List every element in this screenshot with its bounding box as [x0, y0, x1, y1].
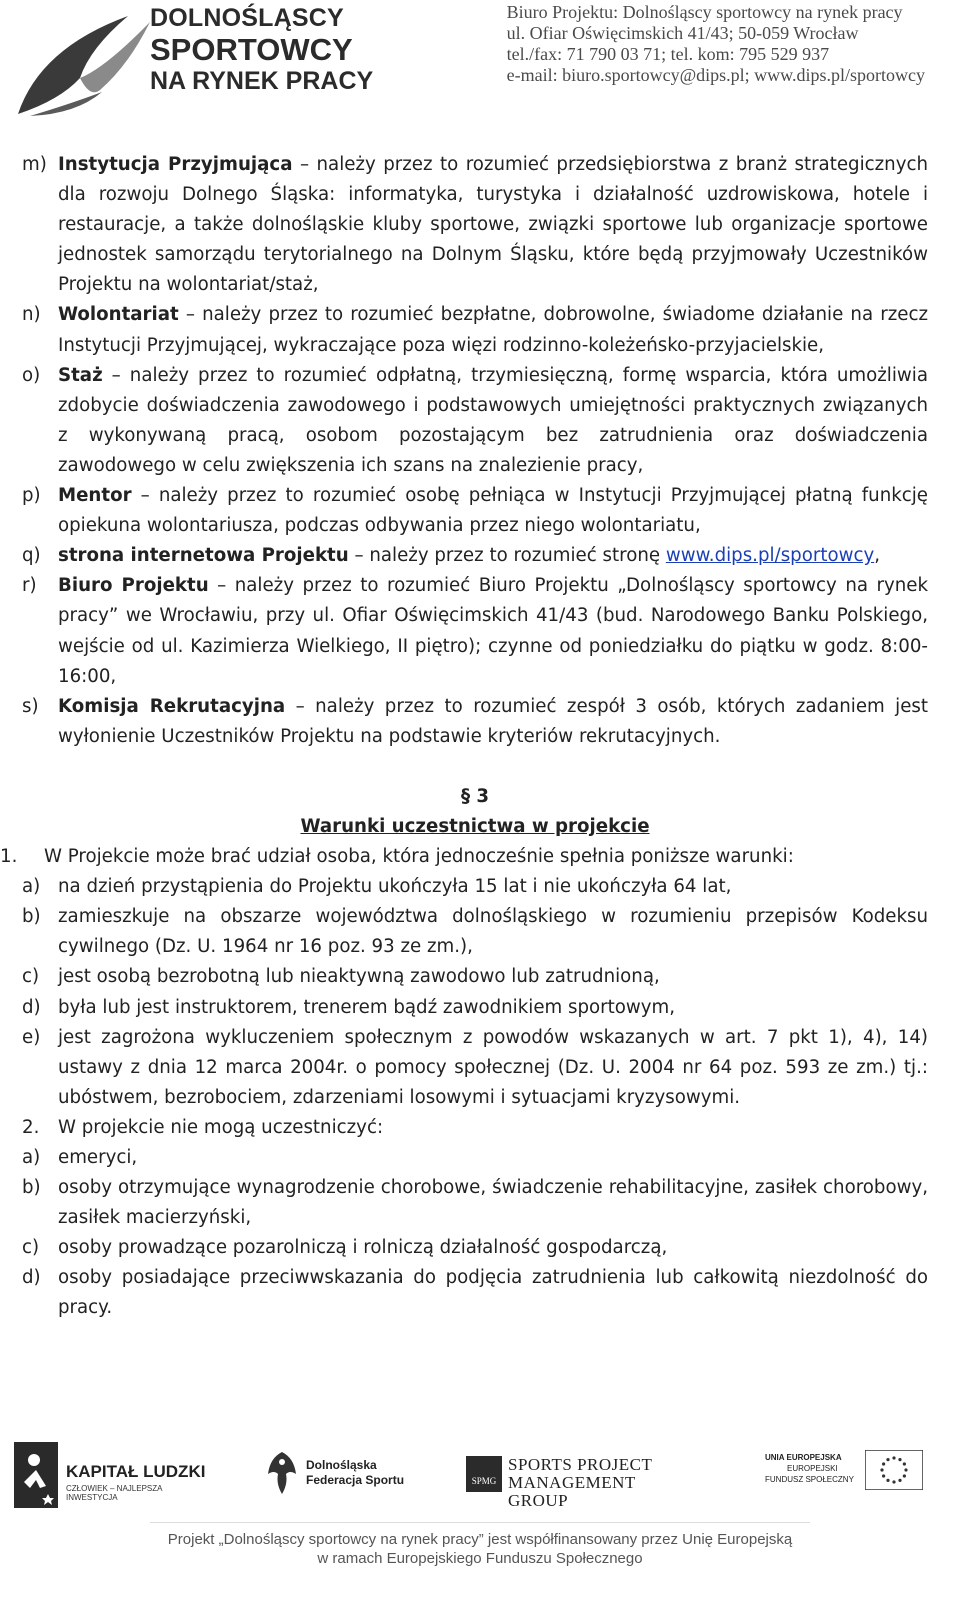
- kapital-ludzki-subtitle: CZŁOWIEK – NAJLEPSZA INWESTYCJA: [66, 1484, 163, 1502]
- item-marker: d): [22, 1267, 41, 1289]
- sub-item: [22, 993, 928, 1023]
- eu-star: [903, 1474, 906, 1477]
- item-text: [58, 692, 928, 752]
- item-marker: 2.: [22, 1116, 40, 1138]
- eu-line: UNIA EUROPEJSKA: [765, 1453, 842, 1462]
- item-marker: o): [22, 364, 41, 386]
- website-link[interactable]: www.dips.pl/sportowcy: [665, 545, 875, 567]
- numbered-item: [0, 842, 928, 872]
- eu-star: [898, 1458, 901, 1461]
- definition-item: [22, 150, 928, 300]
- definitions-list: [22, 150, 928, 752]
- item-marker: b): [22, 906, 41, 928]
- item-text: jest zagrożona wykluczeniem społecznym z powodów wskazanych w art. 7 pkt 1), 4), 14) ustawy z dnia 12 marca 2004r. o pomocy społecznej (Dz. U. 2004 nr 64 poz. 593 ze zm.) tj.: ubóstwem, bezrobociem, zdarzeniami losowymi i sytuacjami kryzysowymi.: [58, 1026, 928, 1108]
- item-text: zamieszkuje na obszarze województwa dolnośląskiego w rozumieniu przepisów Kodeksu cywilnego (Dz. U. 1964 nr 16 poz. 93 ze zm.),: [58, 906, 928, 958]
- logo-line: DOLNOŚLĄSCY: [150, 4, 344, 32]
- item-marker: n): [22, 304, 41, 326]
- definition-end: ,: [874, 545, 881, 567]
- numbered-item: [22, 1113, 928, 1143]
- federacja-eagle-icon: [262, 1448, 302, 1498]
- definition: – należy przez to rozumieć zespół 3 osób, których zadaniem jest wyłonienie Uczestników Projektu na podstawie kryteriów rekrutacyjnych.: [58, 695, 929, 747]
- item-marker: 1.: [0, 846, 18, 868]
- footer-logos: [0, 1438, 960, 1518]
- definition: – należy przez to rozumieć przedsiębiorstwa z branż strategicznych dla rozwoju Dolnego Śląska: informatyka, turystyka i działalność uzdrowiskowa, hotele i restauracje, a także dolnośląskie kluby sportowe, związki sportowe lub organizacje sportowe jednostek samorządu terytorialnego na Dolnym Śląsku, które będą przyjmowały Uczestników Projektu na wolontariat/staż,: [58, 154, 928, 296]
- footer-cofinancing-note: [0, 1530, 960, 1568]
- item-marker: c): [22, 966, 40, 988]
- item-marker: r): [22, 575, 37, 597]
- kapital-ludzki-logo: [14, 1442, 214, 1512]
- spmg-line: SPORTS PROJECT: [508, 1455, 653, 1474]
- item-text: osoby otrzymujące wynagrodzenie chorobowe, świadczenie rehabilitacyjne, zasiłek chorobowy, zasiłek macierzyński,: [58, 1177, 928, 1229]
- item-text: W Projekcie może brać udział osoba, która jednocześnie spełnia poniższe warunki:: [44, 846, 794, 868]
- spmg-line: MANAGEMENT GROUP: [508, 1473, 636, 1510]
- term: Biuro Projektu: [58, 575, 209, 597]
- term: Instytucja Przyjmująca: [58, 154, 293, 175]
- item-text: [58, 481, 928, 541]
- definition-item: [22, 571, 928, 691]
- footer-divider: [150, 1522, 810, 1523]
- term: Staż: [58, 364, 103, 386]
- definition-item: [22, 300, 928, 360]
- item-marker: c): [22, 1237, 40, 1259]
- document-body: [0, 150, 929, 1324]
- sub-item: [22, 902, 928, 962]
- item-marker: p): [22, 485, 41, 507]
- eu-star: [904, 1468, 907, 1471]
- item-marker: m): [22, 154, 47, 175]
- federacja-line: Federacja Sportu: [306, 1473, 405, 1487]
- item-marker: a): [22, 876, 41, 898]
- sub-item: [22, 1263, 928, 1323]
- definition-item: [22, 361, 928, 481]
- spmg-badge: SPMG: [466, 1456, 502, 1492]
- eu-star: [886, 1458, 889, 1461]
- project-logo-text: [150, 6, 373, 94]
- term: Mentor: [58, 485, 132, 507]
- sub-item: [22, 872, 928, 902]
- eu-star: [892, 1480, 895, 1483]
- definition: – należy przez to rozumieć Biuro Projektu „Dolnośląscy sportowcy na rynek pracy” we Wrocławiu, przy ul. Ofiar Oświęcimskich 41/43 (bud. Narodowego Banku Polskiego, wejście od ul. Kazimierza Wielkiego, II piętro); czynne od poniedziałku do piątku w godz. 8:00-16:00,: [58, 575, 928, 687]
- term: strona internetowa Projektu: [58, 545, 349, 567]
- eu-star: [882, 1462, 885, 1465]
- contact-line: tel./fax: 71 790 03 71; tel. kom: 795 529 937: [506, 44, 830, 64]
- item-text: osoby prowadzące pozarolniczą i rolniczą działalność gospodarczą,: [58, 1237, 668, 1259]
- eu-flag-icon: [865, 1450, 923, 1490]
- item-text: jest osobą bezrobotną lub nieaktywną zawodowo lub zatrudnioną,: [58, 966, 660, 988]
- contact-line: e-mail: biuro.sportowcy@dips.pl; www.dips.pl/sportowcy: [506, 65, 925, 85]
- contact-info: [507, 2, 925, 86]
- sub-item: [22, 1023, 928, 1113]
- eu-line: FUNDUSZ SPOŁECZNY: [765, 1475, 854, 1484]
- item-marker: a): [22, 1147, 41, 1168]
- term: Wolontariat: [58, 304, 179, 326]
- footer-note-line: w ramach Europejskiego Funduszu Społecznego: [317, 1550, 643, 1567]
- definition: – należy przez to rozumieć odpłatną, trzymiesięczną, formę wsparcia, która umożliwia zdobycie doświadczenia zawodowego i podstawowych umiejętności praktycznych związanych z wykonywaną pracą, osobom pozostającym bez zatrudnienia oraz doświadczenia zawodowego w celu zwiększenia ich szans na znalezienie pracy,: [58, 364, 928, 476]
- eu-star: [892, 1456, 895, 1459]
- eu-star: [882, 1474, 885, 1477]
- item-text: emeryci,: [58, 1147, 138, 1168]
- kapital-ludzki-title: KAPITAŁ LUDZKI: [66, 1462, 206, 1481]
- definition-item: [22, 541, 928, 571]
- footer-note-line: Projekt „Dolnośląscy sportowcy na rynek pracy” jest współfinansowany przez Unię Europejską: [167, 1531, 793, 1548]
- project-logo-graphic: [10, 8, 160, 120]
- sub-item: [22, 1143, 928, 1173]
- contact-line: Biuro Projektu: Dolnośląscy sportowcy na rynek pracy: [506, 2, 903, 22]
- item-marker: s): [22, 695, 39, 717]
- item-text: [58, 571, 928, 691]
- item-text: na dzień przystąpienia do Projektu ukończyła 15 lat i nie ukończyła 64 lat,: [58, 876, 732, 898]
- item-text: osoby posiadające przeciwwskazania do podjęcia zatrudnienia lub całkowitą niezdolność do pracy.: [58, 1267, 928, 1319]
- item-text: [58, 361, 928, 481]
- item-marker: b): [22, 1177, 41, 1199]
- definition: – należy przez to rozumieć bezpłatne, dobrowolne, świadome działanie na rzecz Instytucji Przyjmującej, wykraczające poza więzi rodzinno-koleżeńsko-przyjacielskie,: [58, 304, 928, 356]
- section-title: Warunki uczestnictwa w projekcie: [300, 815, 650, 837]
- sub-item: [22, 1233, 928, 1263]
- conditions-list: [0, 842, 928, 1324]
- eu-star: [903, 1462, 906, 1465]
- eu-star: [886, 1479, 889, 1482]
- definition-item: [22, 692, 928, 752]
- definition: – należy przez to rozumieć stronę: [348, 545, 666, 567]
- item-marker: e): [22, 1026, 41, 1048]
- eu-logo: [765, 1450, 925, 1502]
- page-header: [0, 0, 960, 125]
- item-text: była lub jest instruktorem, trenerem bądź zawodnikiem sportowym,: [58, 996, 676, 1018]
- item-marker: d): [22, 996, 41, 1018]
- item-text: [58, 541, 928, 571]
- federacja-sportu-logo: [262, 1448, 412, 1508]
- definition: – należy przez to rozumieć osobę pełniąca w Instytucji Przyjmującej płatną funkcję opiekuna wolontariusza, podczas odbywania przez niego wolontariatu,: [58, 485, 928, 537]
- term: Komisja Rekrutacyjna: [58, 695, 286, 717]
- eu-line: EUROPEJSKI: [787, 1464, 838, 1473]
- logo-line: SPORTOWCY: [150, 32, 353, 67]
- definition-item: [22, 481, 928, 541]
- sub-item: [22, 1173, 928, 1233]
- section-number: § 3: [460, 785, 490, 807]
- item-text: [58, 150, 928, 300]
- spmg-logo: [466, 1455, 696, 1510]
- logo-line: NA RYNEK PRACY: [150, 67, 374, 95]
- item-text: [58, 300, 928, 360]
- eu-star: [898, 1479, 901, 1482]
- federacja-line: Dolnośląska: [306, 1458, 377, 1472]
- section-heading: [22, 782, 928, 842]
- eu-star: [880, 1468, 883, 1471]
- contact-line: ul. Ofiar Oświęcimskich 41/43; 50-059 Wrocław: [506, 23, 859, 43]
- item-marker: q): [22, 545, 41, 567]
- item-text: W projekcie nie mogą uczestniczyć:: [58, 1116, 384, 1138]
- kapital-ludzki-mark-icon: [14, 1442, 58, 1508]
- sub-item: [22, 962, 928, 992]
